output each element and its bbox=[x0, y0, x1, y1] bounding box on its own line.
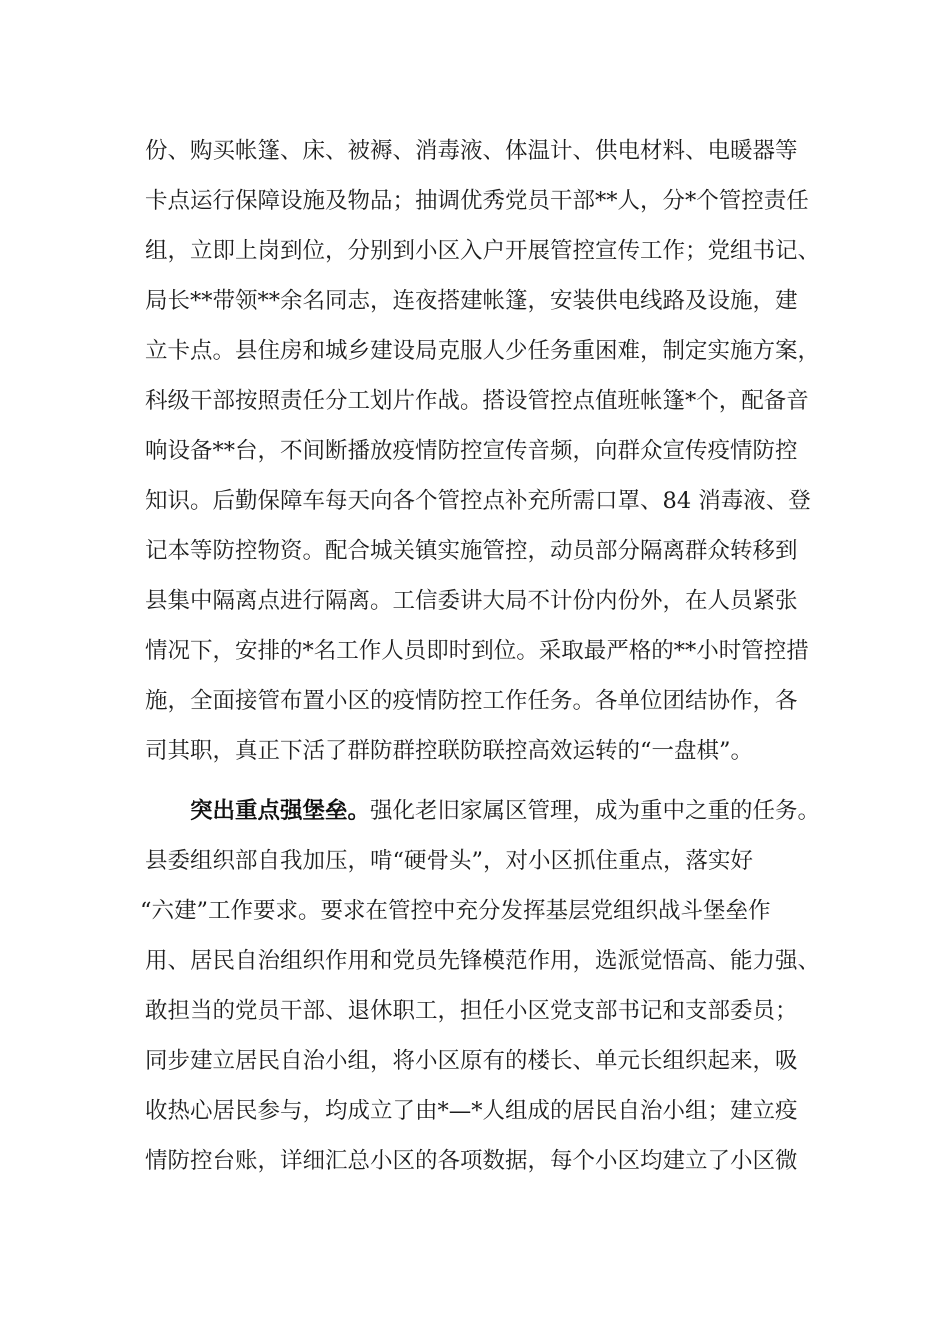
paragraph-1-line-12: 施，全面接管布置小区的疫情防控工作任务。各单位团结协作，各 bbox=[145, 688, 798, 714]
paragraph-2-line-6: 同步建立居民自治小组，将小区原有的楼长、单元长组织起来，吸 bbox=[145, 1048, 798, 1074]
paragraph-1-line-6: 科级干部按照责任分工划片作战。搭设管控点值班帐篷*个，配备音 bbox=[145, 388, 809, 414]
paragraph-2-line-1-text: 强化老旧家属区管理，成为重中之重的任务。 bbox=[370, 798, 821, 824]
paragraph-2-line-1 bbox=[190, 796, 820, 826]
paragraph-2-line-3: “六建”工作要求。要求在管控中充分发挥基层党组织战斗堡垒作 bbox=[140, 898, 771, 924]
paragraph-1-line-8: 知识。后勤保障车每天向各个管控点补充所需口罩、84 消毒液、登 bbox=[145, 488, 811, 514]
paragraph-1-line-11: 情况下，安排的*名工作人员即时到位。采取最严格的**小时管控措 bbox=[145, 638, 809, 664]
paragraph-2-line-2: 县委组织部自我加压，啃“硬骨头”，对小区抓住重点，落实好 bbox=[145, 848, 754, 874]
paragraph-1-line-3: 组，立即上岗到位，分别到小区入户开展管控宣传工作；党组书记、 bbox=[145, 238, 821, 264]
paragraph-2-line-8: 情防控台账，详细汇总小区的各项数据，每个小区均建立了小区微 bbox=[145, 1148, 798, 1174]
paragraph-2-line-7: 收热心居民参与，均成立了由*—*人组成的居民自治小组；建立疫 bbox=[145, 1098, 798, 1124]
paragraph-1-line-13: 司其职，真正下活了群防群控联防联控高效运转的“一盘棋”。 bbox=[145, 738, 754, 764]
paragraph-1-line-1: 份、购买帐篷、床、被褥、消毒液、体温计、供电材料、电暖器等 bbox=[145, 138, 798, 164]
paragraph-1-line-4: 局长**带领**余名同志，连夜搭建帐篷，安装供电线路及设施，建 bbox=[145, 288, 798, 314]
paragraph-1-line-10: 县集中隔离点进行隔离。工信委讲大局不计份内份外，在人员紧张 bbox=[145, 588, 798, 614]
paragraph-1-line-9: 记本等防控物资。配合城关镇实施管控，动员部分隔离群众转移到 bbox=[145, 538, 798, 564]
paragraph-2-lead-heading: 突出重点强堡垒。 bbox=[190, 798, 371, 824]
paragraph-1-line-7: 响设备**台，不间断播放疫情防控宣传音频，向群众宣传疫情防控 bbox=[145, 438, 798, 464]
paragraph-2-line-4: 用、居民自治组织作用和党员先锋模范作用，选派觉悟高、能力强、 bbox=[145, 948, 821, 974]
paragraph-1-line-2: 卡点运行保障设施及物品；抽调优秀党员干部**人，分*个管控责任 bbox=[145, 188, 809, 214]
paragraph-2-line-5: 敢担当的党员干部、退休职工，担任小区党支部书记和支部委员； bbox=[145, 998, 798, 1024]
paragraph-1-line-5: 立卡点。县住房和城乡建设局克服人少任务重困难，制定实施方案， bbox=[145, 338, 821, 364]
